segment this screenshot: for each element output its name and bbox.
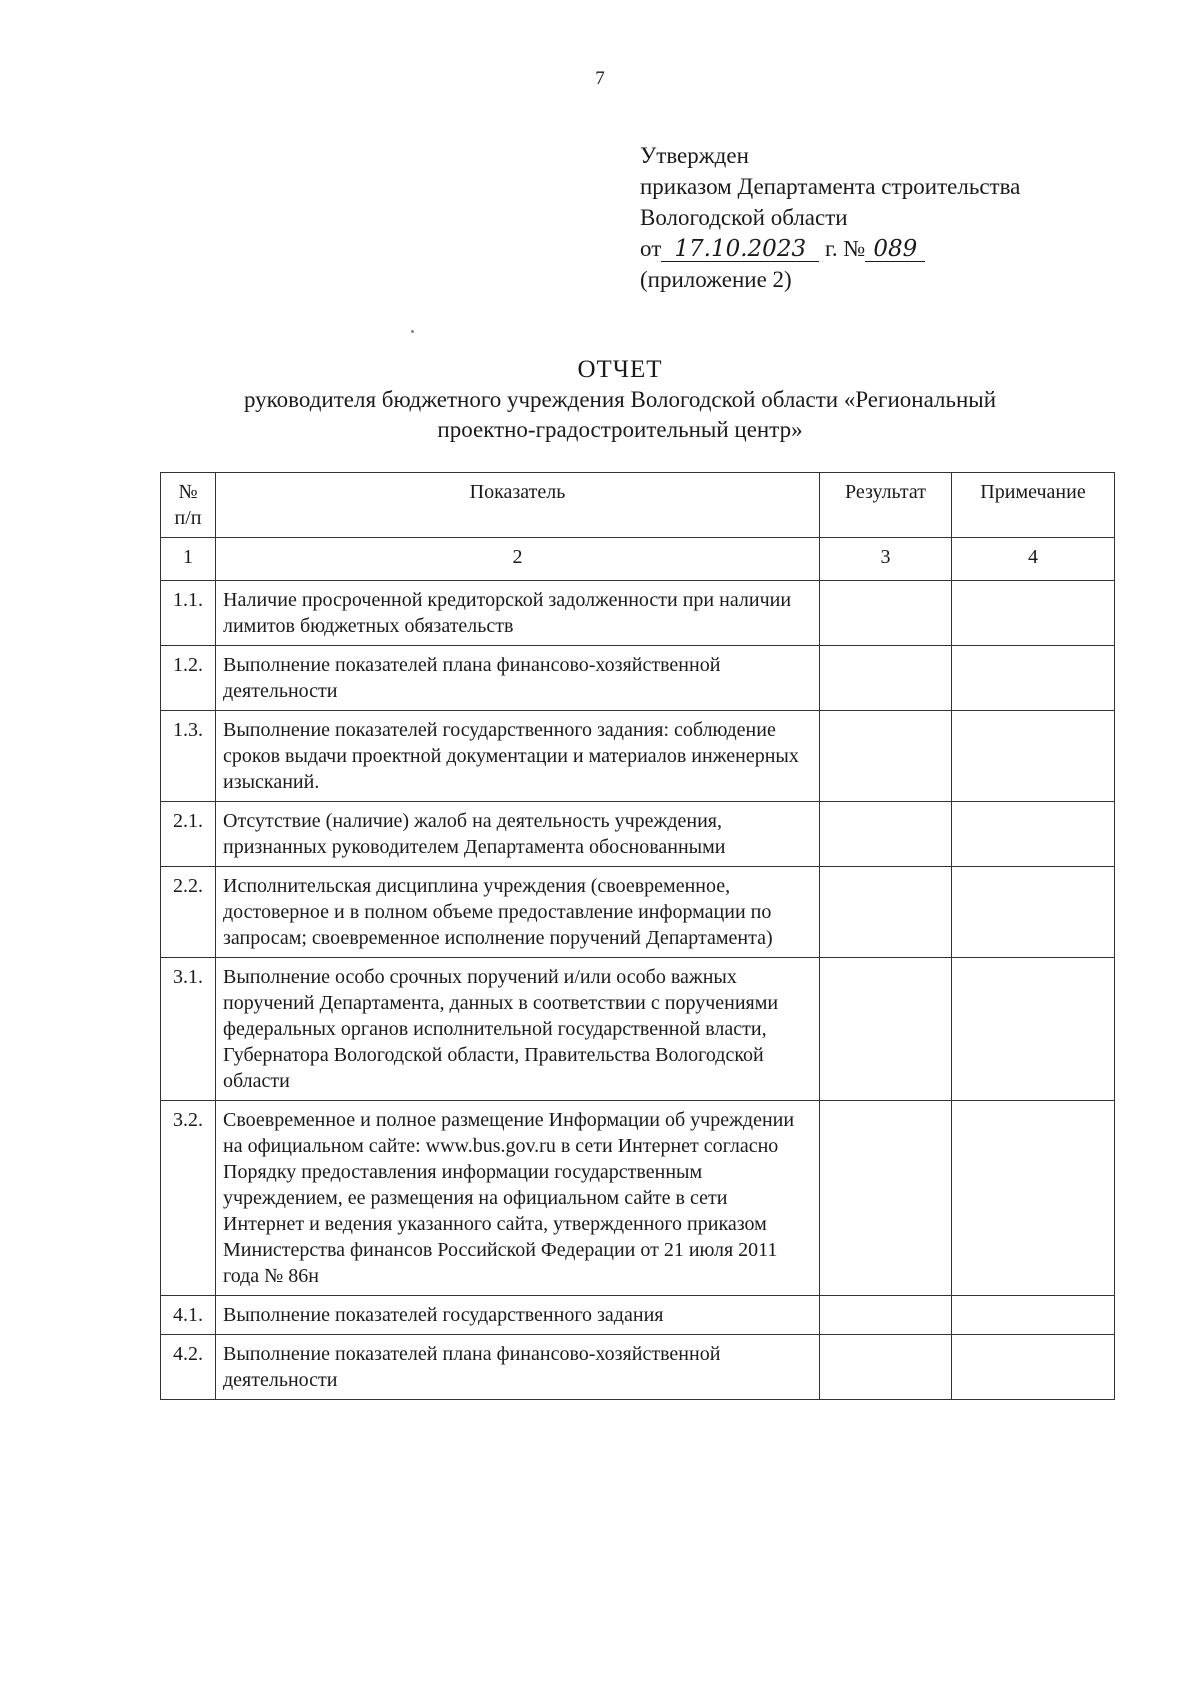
date-suffix: г. № [825, 236, 866, 261]
row-indicator-text: Выполнение показателей плана финансово-хозяйственной деятельности [216, 1335, 820, 1400]
handwritten-order-number: 089 [865, 237, 925, 262]
table-row [161, 711, 1115, 802]
row-number: 1.3. [161, 711, 216, 802]
header-number: № п/п [161, 473, 216, 538]
row-result-cell [820, 1296, 952, 1335]
row-number: 4.1. [161, 1296, 216, 1335]
table-row [161, 646, 1115, 711]
row-note-cell [952, 958, 1115, 1101]
row-note-cell [952, 867, 1115, 958]
handwritten-date: 17.10.2023 [661, 237, 819, 262]
table-row [161, 802, 1115, 867]
scan-speck [411, 330, 414, 333]
row-note-cell [952, 1101, 1115, 1296]
row-indicator-text: Выполнение показателей плана финансово-хозяйственной деятельности [216, 646, 820, 711]
row-result-cell [820, 958, 952, 1101]
table-header-row [161, 473, 1115, 538]
report-title [150, 355, 1090, 445]
header-indicator: Показатель [216, 473, 820, 538]
row-indicator-text: Своевременное и полное размещение Информации об учреждении на официальном сайте: www.bus.gov.ru в сети Интернет согласно Порядку предоставления информации государственным учреждением, ее размещения на официальном сайте в сети Интернет и ведения указанного сайта, утвержденного приказом Министерства финансов Российской Федерации от 21 июля 2011 года № 86н [216, 1101, 820, 1296]
date-prefix: от [640, 236, 662, 261]
row-note-cell [952, 711, 1115, 802]
page-number: 7 [595, 68, 605, 89]
table-row [161, 1296, 1115, 1335]
row-result-cell [820, 1335, 952, 1400]
report-table [160, 472, 1115, 1400]
row-number: 3.2. [161, 1101, 216, 1296]
column-number: 1 [161, 538, 216, 581]
row-indicator-text: Выполнение показателей государственного задания: соблюдение сроков выдачи проектной документации и материалов инженерных изысканий. [216, 711, 820, 802]
header-note: Примечание [952, 473, 1115, 538]
table-row [161, 1335, 1115, 1400]
row-result-cell [820, 802, 952, 867]
row-indicator-text: Отсутствие (наличие) жалоб на деятельность учреждения, признанных руководителем Департамента обоснованными [216, 802, 820, 867]
row-indicator-text: Выполнение показателей государственного задания [216, 1296, 820, 1335]
approval-line-5: (приложение 2) [640, 267, 792, 292]
row-result-cell [820, 646, 952, 711]
row-number: 1.2. [161, 646, 216, 711]
table-row [161, 581, 1115, 646]
row-result-cell [820, 867, 952, 958]
row-result-cell [820, 711, 952, 802]
row-number: 3.1. [161, 958, 216, 1101]
approval-line-1: Утвержден [640, 143, 749, 168]
row-indicator-text: Выполнение особо срочных поручений и/или особо важных поручений Департамента, данных в соответствии с поручениями федеральных органов исполнительной государственной власти, Губернатора Вологодской области, Правительства Вологодской области [216, 958, 820, 1101]
column-number: 2 [216, 538, 820, 581]
column-number: 4 [952, 538, 1115, 581]
title-heading: ОТЧЕТ [577, 356, 663, 383]
header-result: Результат [820, 473, 952, 538]
column-number-row [161, 538, 1115, 581]
approval-date-line [640, 233, 1020, 264]
row-note-cell [952, 646, 1115, 711]
row-note-cell [952, 581, 1115, 646]
row-number: 2.1. [161, 802, 216, 867]
table-row [161, 1101, 1115, 1296]
row-note-cell [952, 802, 1115, 867]
row-number: 4.2. [161, 1335, 216, 1400]
column-number: 3 [820, 538, 952, 581]
approval-line-2: приказом Департамента строительства [640, 174, 1021, 199]
table-row [161, 867, 1115, 958]
table-row [161, 958, 1115, 1101]
row-indicator-text: Исполнительская дисциплина учреждения (своевременное, достоверное и в полном объеме предоставление информации по запросам; своевременное исполнение поручений Департамента) [216, 867, 820, 958]
row-result-cell [820, 581, 952, 646]
title-line-2: руководителя бюджетного учреждения Вологодской области «Региональный [243, 387, 997, 412]
row-note-cell [952, 1296, 1115, 1335]
approval-line-3: Вологодской области [640, 205, 848, 230]
row-result-cell [820, 1101, 952, 1296]
row-note-cell [952, 1335, 1115, 1400]
approval-block [640, 140, 1020, 295]
row-number: 1.1. [161, 581, 216, 646]
title-line-3: проектно-градостроительный центр» [437, 417, 803, 442]
row-number: 2.2. [161, 867, 216, 958]
row-indicator-text: Наличие просроченной кредиторской задолженности при наличии лимитов бюджетных обязательств [216, 581, 820, 646]
